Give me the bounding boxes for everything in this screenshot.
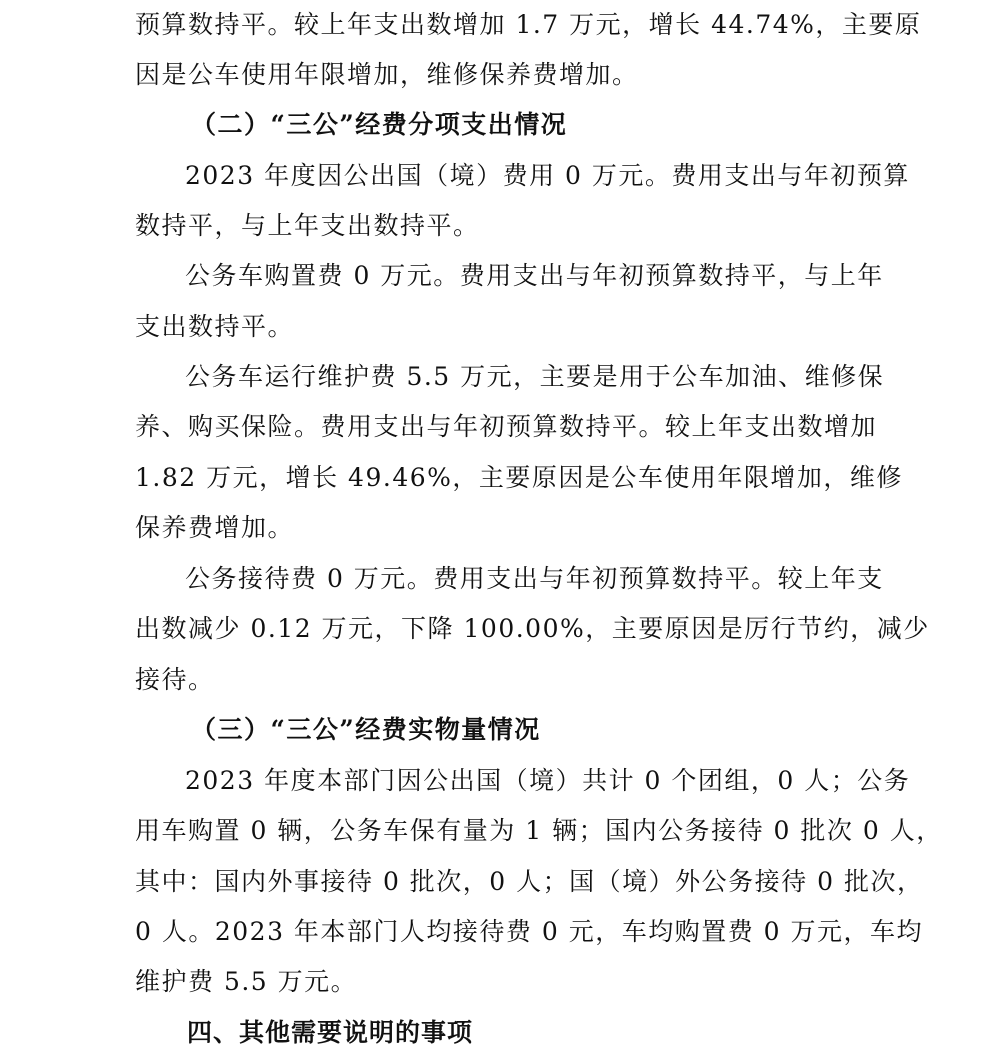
paragraph-line: 维护费 5.5 万元。	[135, 967, 358, 996]
paragraph-line: 因是公车使用年限增加，维修保养费增加。	[135, 60, 639, 89]
paragraph-line: 数持平，与上年支出数持平。	[135, 211, 480, 240]
paragraph-line: 养、购买保险。费用支出与年初预算数持平。较上年支出数增加	[135, 412, 878, 441]
section-heading: 四、其他需要说明的事项	[187, 1018, 474, 1047]
paragraph-line: 公务车购置费 0 万元。费用支出与年初预算数持平，与上年	[185, 261, 884, 290]
paragraph-line: 接待。	[135, 665, 215, 694]
paragraph-line: 2023 年度因公出国（境）费用 0 万元。费用支出与年初预算	[185, 161, 910, 190]
paragraph-line: 公务接待费 0 万元。费用支出与年初预算数持平。较上年支	[185, 564, 884, 593]
paragraph-line: 出数减少 0.12 万元，下降 100.00%，主要原因是厉行节约，减少	[135, 614, 930, 643]
subsection-heading: （二）“三公”经费分项支出情况	[191, 110, 568, 139]
paragraph-line: 预算数持平。较上年支出数增加 1.7 万元，增长 44.74%，主要原	[135, 10, 922, 39]
paragraph-line: 2023 年度本部门因公出国（境）共计 0 个团组，0 人；公务	[185, 766, 911, 795]
paragraph-line: 保养费增加。	[135, 513, 295, 542]
paragraph-line: 支出数持平。	[135, 312, 295, 341]
paragraph-line: 用车购置 0 辆，公务车保有量为 1 辆；国内公务接待 0 批次 0 人，	[135, 816, 943, 845]
paragraph-line: 1.82 万元，增长 49.46%，主要原因是公车使用年限增加，维修	[135, 463, 903, 492]
paragraph-line: 0 人。2023 年本部门人均接待费 0 元，车均购置费 0 万元，车均	[135, 917, 924, 946]
paragraph-line: 其中：国内外事接待 0 批次，0 人；国（境）外公务接待 0 批次，	[135, 867, 924, 896]
paragraph-line: 公务车运行维护费 5.5 万元，主要是用于公车加油、维修保	[185, 362, 885, 391]
subsection-heading: （三）“三公”经费实物量情况	[191, 715, 541, 744]
